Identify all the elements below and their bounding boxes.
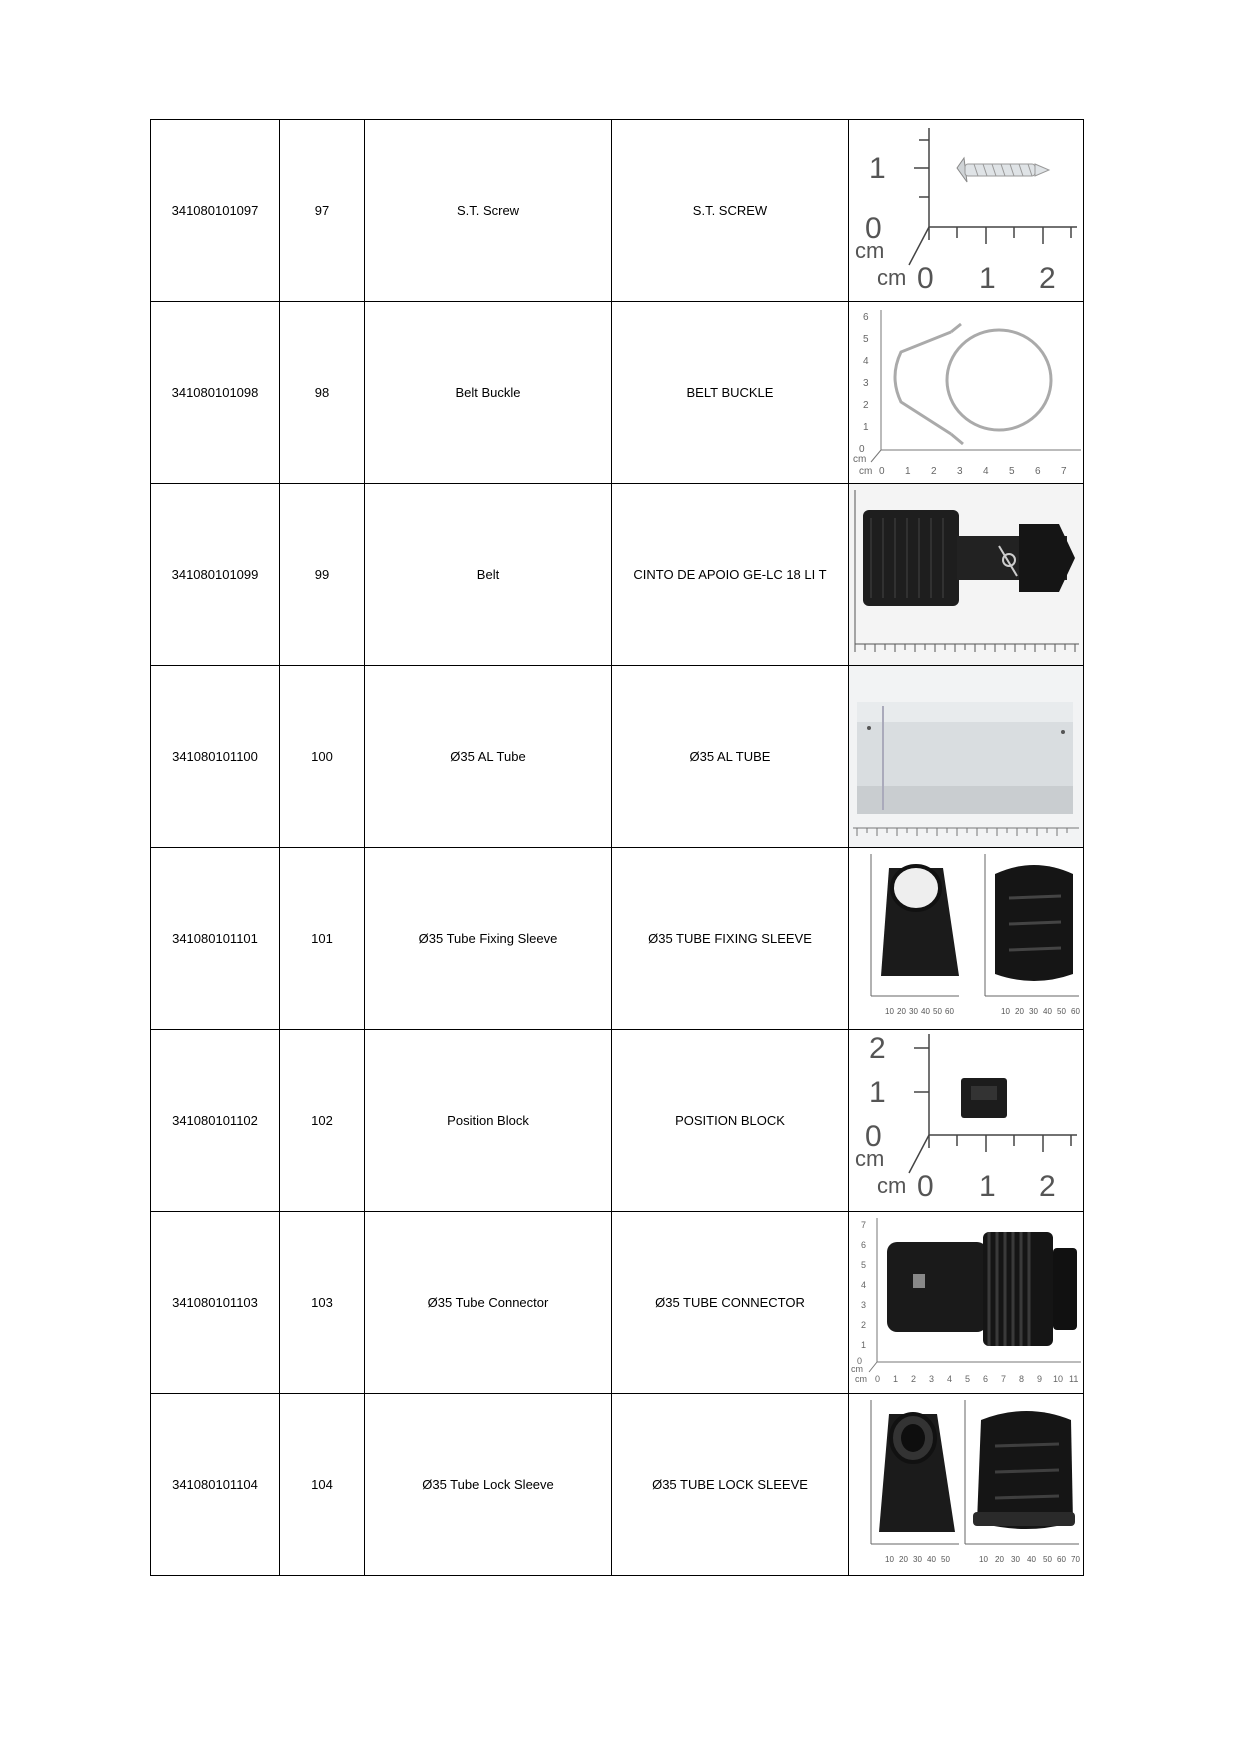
scale-label: 1 [979, 1170, 996, 1203]
scale-label: 40 [1027, 1555, 1036, 1564]
part-image [849, 302, 1084, 484]
scale-label: cm [859, 466, 873, 477]
scale-label: 5 [863, 334, 869, 345]
belt-photo [849, 484, 1083, 665]
scale-label: cm [855, 1374, 867, 1384]
scale-label: 6 [861, 1240, 867, 1250]
scale-label: 4 [983, 466, 989, 477]
part-description: Ø35 AL TUBE [612, 666, 849, 848]
scale-label: 2 [1039, 1170, 1056, 1203]
part-image [849, 1030, 1084, 1212]
lock-sleeve-photo [849, 1394, 1083, 1575]
scale-label: 20 [995, 1555, 1004, 1564]
scale-label: 0 [917, 1170, 934, 1203]
scale-label: 10 [885, 1007, 894, 1016]
part-number: 341080101097 [151, 120, 280, 302]
scale-label: 9 [1037, 1374, 1043, 1384]
part-name: Position Block [365, 1030, 612, 1212]
scale-label: 1 [863, 422, 869, 433]
scale-label: 40 [921, 1007, 930, 1016]
aluminium-tube-photo [849, 666, 1083, 847]
part-number: 341080101098 [151, 302, 280, 484]
scale-label: 0 [865, 1120, 882, 1153]
scale-label: cm [853, 454, 867, 465]
scale-label: 30 [909, 1007, 918, 1016]
scale-label: 2 [869, 1032, 886, 1065]
part-name: Belt [365, 484, 612, 666]
part-description: Ø35 TUBE FIXING SLEEVE [612, 848, 849, 1030]
scale-label: 40 [1043, 1007, 1052, 1016]
scale-label: 30 [1011, 1555, 1020, 1564]
part-name: Ø35 Tube Connector [365, 1212, 612, 1394]
table-row [151, 120, 1084, 302]
scale-label: cm [877, 1173, 907, 1198]
part-number: 341080101104 [151, 1394, 280, 1576]
scale-label: 2 [1039, 262, 1056, 295]
position-number: 103 [280, 1212, 365, 1394]
position-number: 98 [280, 302, 365, 484]
scale-label: cm [855, 1146, 885, 1171]
scale-label: 0 [865, 212, 882, 245]
scale-label: 0 [917, 262, 934, 295]
scale-label: 30 [913, 1555, 922, 1564]
scale-label: 2 [863, 400, 869, 411]
parts-table [150, 119, 1084, 1576]
screw-photo [849, 120, 1083, 301]
table-row [151, 1212, 1084, 1394]
position-number: 104 [280, 1394, 365, 1576]
scale-label: 1 [893, 1374, 899, 1384]
scale-label: 4 [861, 1280, 867, 1290]
scale-label: 50 [933, 1007, 942, 1016]
position-number: 97 [280, 120, 365, 302]
part-description: Ø35 TUBE CONNECTOR [612, 1212, 849, 1394]
scale-label: 2 [931, 466, 937, 477]
scale-label: 20 [897, 1007, 906, 1016]
scale-label: 2 [861, 1320, 867, 1330]
part-number: 341080101101 [151, 848, 280, 1030]
part-image [849, 1394, 1084, 1576]
scale-label: 0 [857, 1356, 863, 1366]
table-row [151, 1030, 1084, 1212]
tube-connector-photo [849, 1212, 1083, 1393]
table-row [151, 666, 1084, 848]
scale-label: 4 [863, 356, 869, 367]
part-image [849, 848, 1084, 1030]
scale-label: 70 [1071, 1555, 1080, 1564]
scale-label: 1 [979, 262, 996, 295]
part-description: BELT BUCKLE [612, 302, 849, 484]
scale-label: 6 [1035, 466, 1041, 477]
scale-label: 50 [1043, 1555, 1052, 1564]
scale-label: 7 [1061, 466, 1067, 477]
scale-label: 10 [979, 1555, 988, 1564]
scale-label: 1 [861, 1340, 867, 1350]
position-number: 99 [280, 484, 365, 666]
position-number: 101 [280, 848, 365, 1030]
part-image [849, 484, 1084, 666]
part-name: Ø35 AL Tube [365, 666, 612, 848]
part-description: Ø35 TUBE LOCK SLEEVE [612, 1394, 849, 1576]
part-number: 341080101103 [151, 1212, 280, 1394]
position-block-photo [849, 1030, 1083, 1211]
part-name: Ø35 Tube Lock Sleeve [365, 1394, 612, 1576]
scale-label: cm [877, 265, 907, 290]
scale-label: cm [851, 1364, 863, 1374]
scale-label: 50 [941, 1555, 950, 1564]
position-number: 102 [280, 1030, 365, 1212]
scale-label: 11 [1069, 1374, 1079, 1384]
scale-label: 10 [885, 1555, 894, 1564]
scale-label: 60 [1071, 1007, 1080, 1016]
scale-label: 1 [905, 466, 911, 477]
part-image [849, 666, 1084, 848]
scale-label: 6 [863, 312, 869, 323]
scale-label: 3 [929, 1374, 935, 1384]
scale-label: 7 [1001, 1374, 1007, 1384]
scale-label: 5 [861, 1260, 867, 1270]
part-description: S.T. SCREW [612, 120, 849, 302]
part-description: CINTO DE APOIO GE-LC 18 LI T [612, 484, 849, 666]
scale-label: 0 [875, 1374, 881, 1384]
scale-label: 8 [1019, 1374, 1025, 1384]
table-row [151, 302, 1084, 484]
scale-label: 50 [1057, 1007, 1066, 1016]
part-number: 341080101100 [151, 666, 280, 848]
scale-label: 20 [1015, 1007, 1024, 1016]
position-number: 100 [280, 666, 365, 848]
scale-label: 20 [899, 1555, 908, 1564]
part-description: POSITION BLOCK [612, 1030, 849, 1212]
part-name: Belt Buckle [365, 302, 612, 484]
scale-label: 2 [911, 1374, 917, 1384]
scale-label: 10 [1053, 1374, 1064, 1384]
fixing-sleeve-photo [849, 848, 1083, 1029]
scale-label: 3 [863, 378, 869, 389]
scale-label: 1 [869, 1076, 886, 1109]
scale-label: cm [855, 238, 885, 263]
scale-label: 6 [983, 1374, 989, 1384]
table-row [151, 484, 1084, 666]
scale-label: 60 [945, 1007, 954, 1016]
scale-label: 60 [1057, 1555, 1066, 1564]
scale-label: 5 [1009, 466, 1015, 477]
table-row [151, 1394, 1084, 1576]
part-image [849, 1212, 1084, 1394]
table-row [151, 848, 1084, 1030]
scale-label: 4 [947, 1374, 953, 1384]
scale-label: 3 [861, 1300, 867, 1310]
belt-buckle-photo [849, 302, 1083, 483]
part-name: S.T. Screw [365, 120, 612, 302]
scale-label: 30 [1029, 1007, 1038, 1016]
part-number: 341080101102 [151, 1030, 280, 1212]
scale-label: 0 [879, 466, 885, 477]
scale-label: 7 [861, 1220, 867, 1230]
part-number: 341080101099 [151, 484, 280, 666]
scale-label: 3 [957, 466, 963, 477]
scale-label: 5 [965, 1374, 971, 1384]
scale-label: 10 [1001, 1007, 1010, 1016]
scale-label: 0 [859, 444, 865, 455]
part-name: Ø35 Tube Fixing Sleeve [365, 848, 612, 1030]
scale-label: 40 [927, 1555, 936, 1564]
scale-label: 1 [869, 152, 886, 185]
part-image [849, 120, 1084, 302]
